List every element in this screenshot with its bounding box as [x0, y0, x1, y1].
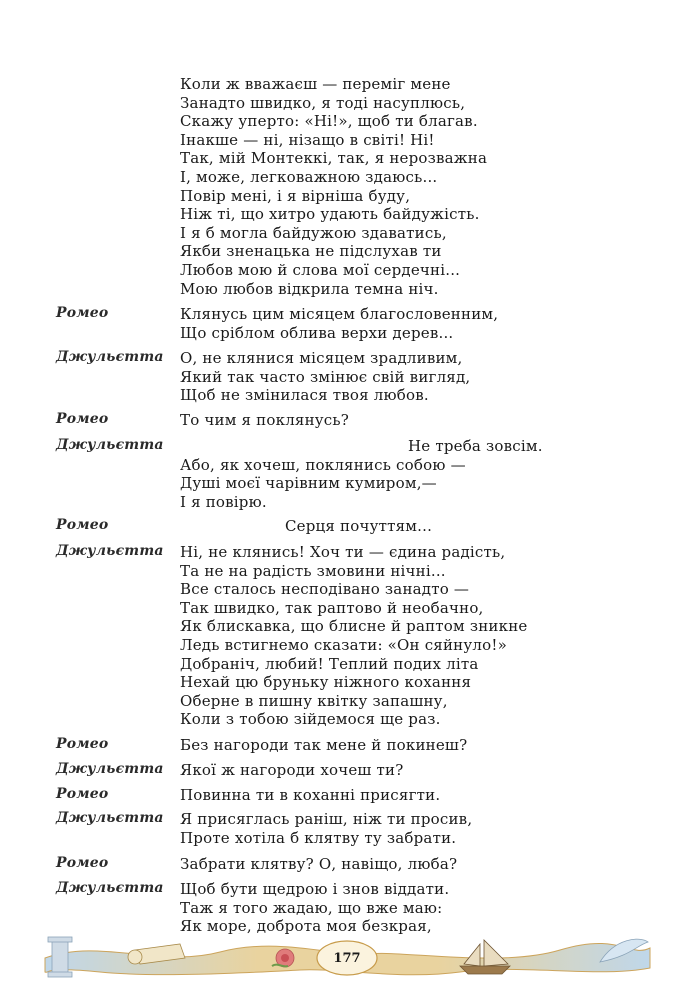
- verse-line: Скажу уперто: «Ні!», щоб ти благав.: [180, 112, 478, 131]
- verse-line: І, може, легковажною здаюсь...: [180, 167, 438, 186]
- verse-line: Любов мою й слова мої сердечні...: [180, 260, 461, 279]
- verse-lines: [180, 855, 660, 874]
- verse-line: Якби зненацька не підслухав ти: [180, 242, 442, 261]
- verse-line: Занадто швидко, я тоді насуплюсь,: [180, 93, 466, 112]
- verse-line: Я присяглась раніш, ніж ти просив,: [180, 810, 473, 828]
- verse-line: Що сріблом облива верхи дерев...: [180, 323, 454, 342]
- verse-lines: [180, 437, 660, 511]
- verse-line: Клянусь цим місяцем благословенним,: [180, 305, 499, 323]
- verse-line: Ніж ті, що хитро удають байдужість.: [180, 205, 480, 224]
- speech-block: [0, 786, 695, 805]
- verse-line: Оберне в пишну квітку запашну,: [180, 691, 448, 710]
- speech-block: [0, 437, 695, 511]
- verse-line: Щоб не змінилася твоя любов.: [180, 386, 429, 405]
- speaker-name: Джульєтта: [56, 761, 164, 777]
- verse-line: Забрати клятву? О, навіщо, люба?: [180, 855, 458, 873]
- speech-block: [0, 761, 695, 780]
- speaker-name: Джульєтта: [56, 543, 164, 559]
- speaker-name: Джульєтта: [56, 349, 164, 365]
- verse-line: Проте хотіла б клятву ту забрати.: [180, 828, 457, 847]
- verse-line: І я повірю.: [180, 492, 267, 511]
- verse-line: Інакше — ні, нізащо в світі! Ні!: [180, 130, 435, 149]
- verse-line: Ледь встигнемо сказати: «Он сяйнуло!»: [180, 635, 507, 654]
- speech-block: [0, 543, 695, 729]
- verse-lines: [180, 786, 660, 805]
- verse-lines: [180, 736, 660, 755]
- verse-line: То чим я поклянусь?: [180, 411, 350, 429]
- verse-lines: [180, 761, 660, 780]
- speech-block: [0, 736, 695, 755]
- verse-lines: [180, 810, 660, 847]
- verse-line: Повір мені, і я вірніша буду,: [180, 186, 411, 205]
- verse-line: Ні, не клянись! Хоч ти — єдина радість,: [180, 543, 506, 561]
- verse-lines: [180, 305, 660, 342]
- verse-line: Щоб бути щедрою і знов віддати.: [180, 880, 450, 898]
- verse-lines: [180, 543, 660, 729]
- speech-block: [0, 517, 695, 536]
- speech-block: [0, 411, 695, 430]
- verse-lines: [180, 75, 660, 298]
- verse-line: Душі моєї чарівним кумиром,—: [180, 474, 437, 493]
- verse-line: Який так часто змінює свій вигляд,: [180, 367, 471, 386]
- verse-line: Повинна ти в коханні присягти.: [180, 786, 441, 804]
- speaker-name: Ромео: [56, 305, 109, 321]
- speaker-name: Джульєтта: [56, 810, 164, 826]
- verse-line: Таж я того жадаю, що вже маю:: [180, 898, 443, 917]
- ship-icon: [460, 940, 510, 974]
- speaker-name: Ромео: [56, 786, 109, 802]
- verse-line: Як море, доброта моя безкрая,: [180, 917, 432, 936]
- verse-line: Або, як хочеш, поклянись собою —: [180, 455, 466, 474]
- verse-line: Все сталось несподівано занадто —: [180, 580, 470, 599]
- verse-line: Коли з тобою зійдемося ще раз.: [180, 710, 441, 729]
- speaker-name: Джульєтта: [56, 880, 164, 896]
- verse-lines: [180, 517, 660, 536]
- speech-block: [0, 810, 695, 847]
- speaker-name: Ромео: [56, 411, 109, 427]
- speech-block: [0, 349, 695, 405]
- verse-line: Так швидко, так раптово й необачно,: [180, 598, 484, 617]
- verse-line: Без нагороди так мене й покинеш?: [180, 736, 468, 754]
- verse-line: Так, мій Монтеккі, так, я нерозважна: [180, 149, 488, 168]
- page-number: 177: [333, 951, 361, 966]
- speaker-name: Джульєтта: [56, 437, 164, 453]
- verse-line: Серця почуттям...: [285, 517, 433, 535]
- speaker-name: Ромео: [56, 736, 109, 752]
- verse-line: О, не клянися місяцем зрадливим,: [180, 349, 463, 367]
- speaker-name: Ромео: [56, 855, 109, 871]
- verse-line: Не треба зовсім.: [408, 437, 543, 455]
- verse-lines: [180, 349, 660, 405]
- verse-line: І я б могла байдужою здаватись,: [180, 223, 447, 242]
- speech-block: [0, 75, 695, 298]
- verse-line: Як блискавка, що блисне й раптом зникне: [180, 617, 528, 636]
- speech-block: [0, 855, 695, 874]
- verse-line: Добраніч, любий! Теплий подих літа: [180, 654, 479, 673]
- verse-line: Мою любов відкрила темна ніч.: [180, 279, 439, 298]
- verse-lines: [180, 411, 660, 430]
- verse-line: Нехай цю бруньку ніжного кохання: [180, 673, 472, 692]
- verse-line: Якої ж нагороди хочеш ти?: [180, 761, 404, 779]
- verse-line: Коли ж вважаєш — переміг мене: [180, 75, 451, 93]
- speech-block: [0, 305, 695, 342]
- verse-line: Та не на радість змовини нічні...: [180, 561, 446, 580]
- speaker-name: Ромео: [56, 517, 109, 533]
